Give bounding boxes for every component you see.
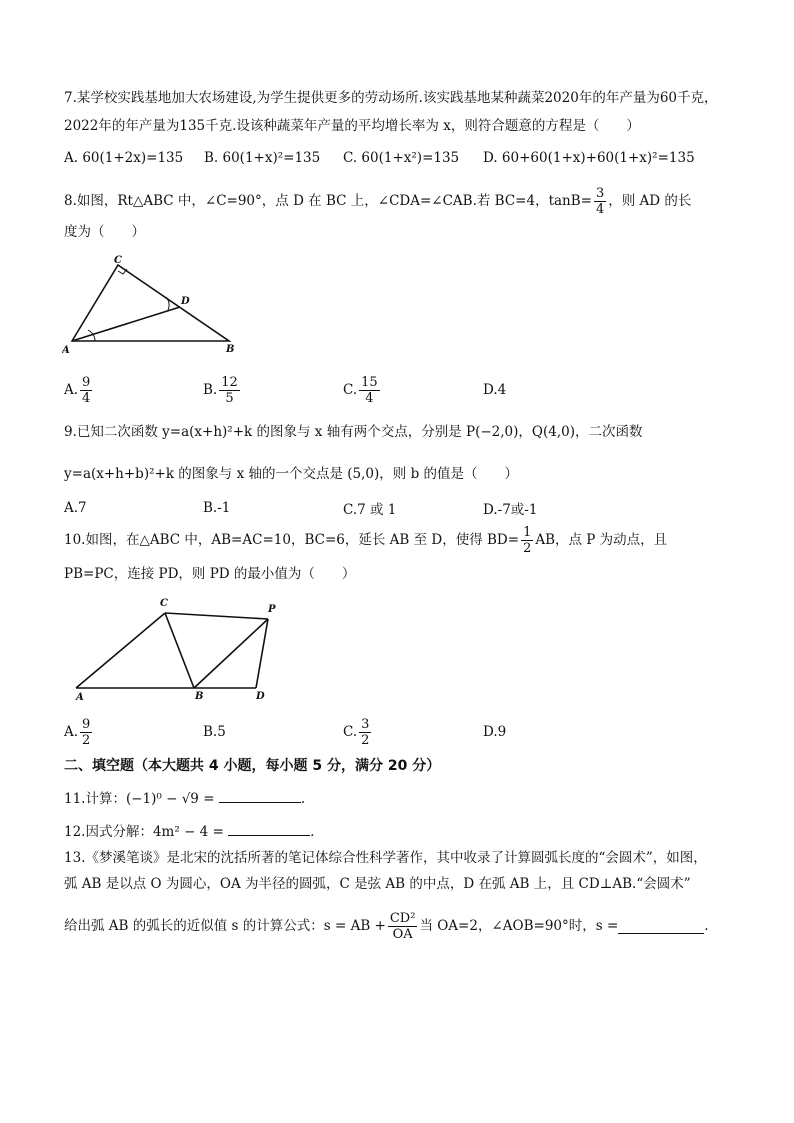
q10-option-c-num: 3 [361,716,370,732]
q13-line3-pre: 给出弧 AB 的弧长的近似值 s 的计算公式：s = AB + [64,918,386,934]
q10-option-a-fraction [80,717,92,748]
q7-options [64,138,754,178]
q10-option-c-prefix: C. [343,724,358,740]
q13-line3 [64,904,754,948]
q13-line2: 弧 AB 是以点 O 为圆心，OA 为半径的圆弧，C 是弦 AB 的中点，D 在弧 AB 上，且 CD⊥AB.“会圆术” [64,876,691,892]
q10-segment-bp [194,619,268,688]
q8-figure [62,252,242,358]
q8-option-a[interactable] [64,370,94,410]
q8-option-b-num: 12 [221,374,238,390]
q8-label-a: A [62,345,70,356]
q13-line3-mid: 当 OA=2，∠AOB=90°时，s = [419,918,619,934]
q8-option-c-fraction [359,375,380,406]
q10-line2: PB=PC，连接 PD，则 PD 的最小值为（ ） [64,566,356,582]
q8-label-c: C [114,255,122,266]
q9-option-d[interactable]: D.-7或-1 [483,502,538,518]
q8-option-a-prefix: A. [64,382,79,398]
q10-label-d: D [256,691,265,702]
q11-answer-blank[interactable] [219,788,301,803]
q10-figure [66,592,286,706]
q10-bd-fraction [521,525,533,556]
q13-formula-den: OA [392,926,413,942]
q8-option-c-num: 15 [361,374,378,390]
q8-label-b: B [226,344,235,355]
q8-option-a-num: 9 [82,374,91,390]
q9-options [64,498,754,518]
q10-line1-pre: 10.如图，在△ABC 中，AB=AC=10，BC=6，延长 AB 至 D，使得 BD= [64,532,520,548]
q10-option-c[interactable] [343,712,373,752]
q9-option-a[interactable]: A.7 [64,500,87,516]
q10-label-a: A [76,692,84,703]
q12-text: 12.因式分解：4m² − 4 = [64,824,224,840]
q8-options [64,370,754,410]
q8-option-c-prefix: C. [343,382,358,398]
q10-label-c: C [160,598,168,609]
q12-answer-blank[interactable] [228,821,310,836]
q8-tan-num: 3 [595,185,605,201]
q10-label-b: B [195,691,204,702]
q8-option-b-den: 5 [225,390,234,406]
q8-option-b[interactable] [203,370,242,410]
q10-line1 [64,525,754,555]
q9-option-b[interactable]: B.-1 [203,500,231,516]
q8-option-a-den: 4 [82,390,91,406]
q8-line2: 度为（ ） [64,224,145,240]
q7-option-d[interactable]: D. 60+60(1+x)+60(1+x)²=135 [483,150,695,166]
q10-option-a-num: 9 [82,716,91,732]
q10-label-p: P [268,604,276,615]
q13-formula-fraction [388,911,418,942]
q8-triangle-abc [72,265,229,341]
q10-option-a[interactable] [64,712,94,752]
q13-answer-blank[interactable] [618,919,704,934]
q10-option-c-den: 2 [361,732,370,748]
q13-line1: 13.《梦溪笔谈》是北宋的沈括所著的笔记体综合性科学著作，其中收录了计算圆弧长度的“会圆术”，如图， [64,850,707,866]
q10-segment-ac [76,613,165,688]
q13-end: . [704,918,709,934]
q8-option-c[interactable] [343,370,382,410]
q10-option-a-prefix: A. [64,724,79,740]
q9-option-c[interactable]: C.7 或 1 [343,502,397,518]
q8-label-d: D [181,296,190,307]
q10-segment-cp [165,613,268,619]
q8-option-a-fraction [80,375,92,406]
q8-line1-post: ，则 AD 的长 [608,193,692,209]
q10-option-b[interactable]: B.5 [203,724,226,740]
q7-option-c[interactable]: C. 60(1+x²)=135 [343,150,460,166]
q8-tan-den: 4 [595,201,605,217]
q8-option-b-fraction [219,375,240,406]
section-2-heading: 二、填空题（本大题共 4 小题，每小题 5 分，满分 20 分） [64,758,441,774]
q10-line1-post: AB，点 P 为动点，且 [535,532,668,548]
q12-end: . [310,824,315,840]
q7-line1: 7.某学校实践基地加大农场建设,为学生提供更多的劳动场所.该实践基地某种蔬菜2020年的年产量为60千克， [64,90,718,106]
q9-line1: 9.已知二次函数 y=a(x+h)²+k 的图象与 x 轴有两个交点，分别是 P(−2,0)，Q(4,0)，二次函数 [64,424,643,440]
q8-tan-fraction [594,186,606,217]
q11-end: . [300,791,306,807]
q11-text: 11.计算：(−1)⁰ − √9 = [64,791,215,807]
q12-line [64,821,754,842]
q10-bd-den: 2 [523,540,532,556]
q9-line2: y=a(x+h+b)²+k 的图象与 x 轴的一个交点是 (5,0)，则 b 的值是（ ） [64,466,519,482]
q10-option-a-den: 2 [82,732,91,748]
q13-formula-num: CD² [389,910,416,926]
q7-option-b[interactable]: B. 60(1+x)²=135 [204,150,321,166]
q8-line1-pre: 8.如图，Rt△ABC 中，∠C=90°，点 D 在 BC 上，∠CDA=∠CAB.若 BC=4，tanB= [64,193,592,209]
q10-options [64,712,754,752]
q7-line2: 2022年的年产量为135千克.设该种蔬菜年产量的平均增长率为 x，则符合题意的方程是（ ） [64,118,640,134]
q10-bd-num: 1 [523,524,532,540]
q8-option-c-den: 4 [365,390,374,406]
q8-line1 [64,186,754,216]
q11-line [64,788,754,809]
q10-segment-cb [165,613,194,688]
q7-option-a[interactable]: A. 60(1+2x)=135 [64,150,184,166]
q8-option-d[interactable]: D.4 [483,382,507,398]
q10-option-d[interactable]: D.9 [483,724,507,740]
q10-option-c-fraction [359,717,371,748]
q8-option-b-prefix: B. [203,382,218,398]
q8-segment-ad [72,307,180,341]
